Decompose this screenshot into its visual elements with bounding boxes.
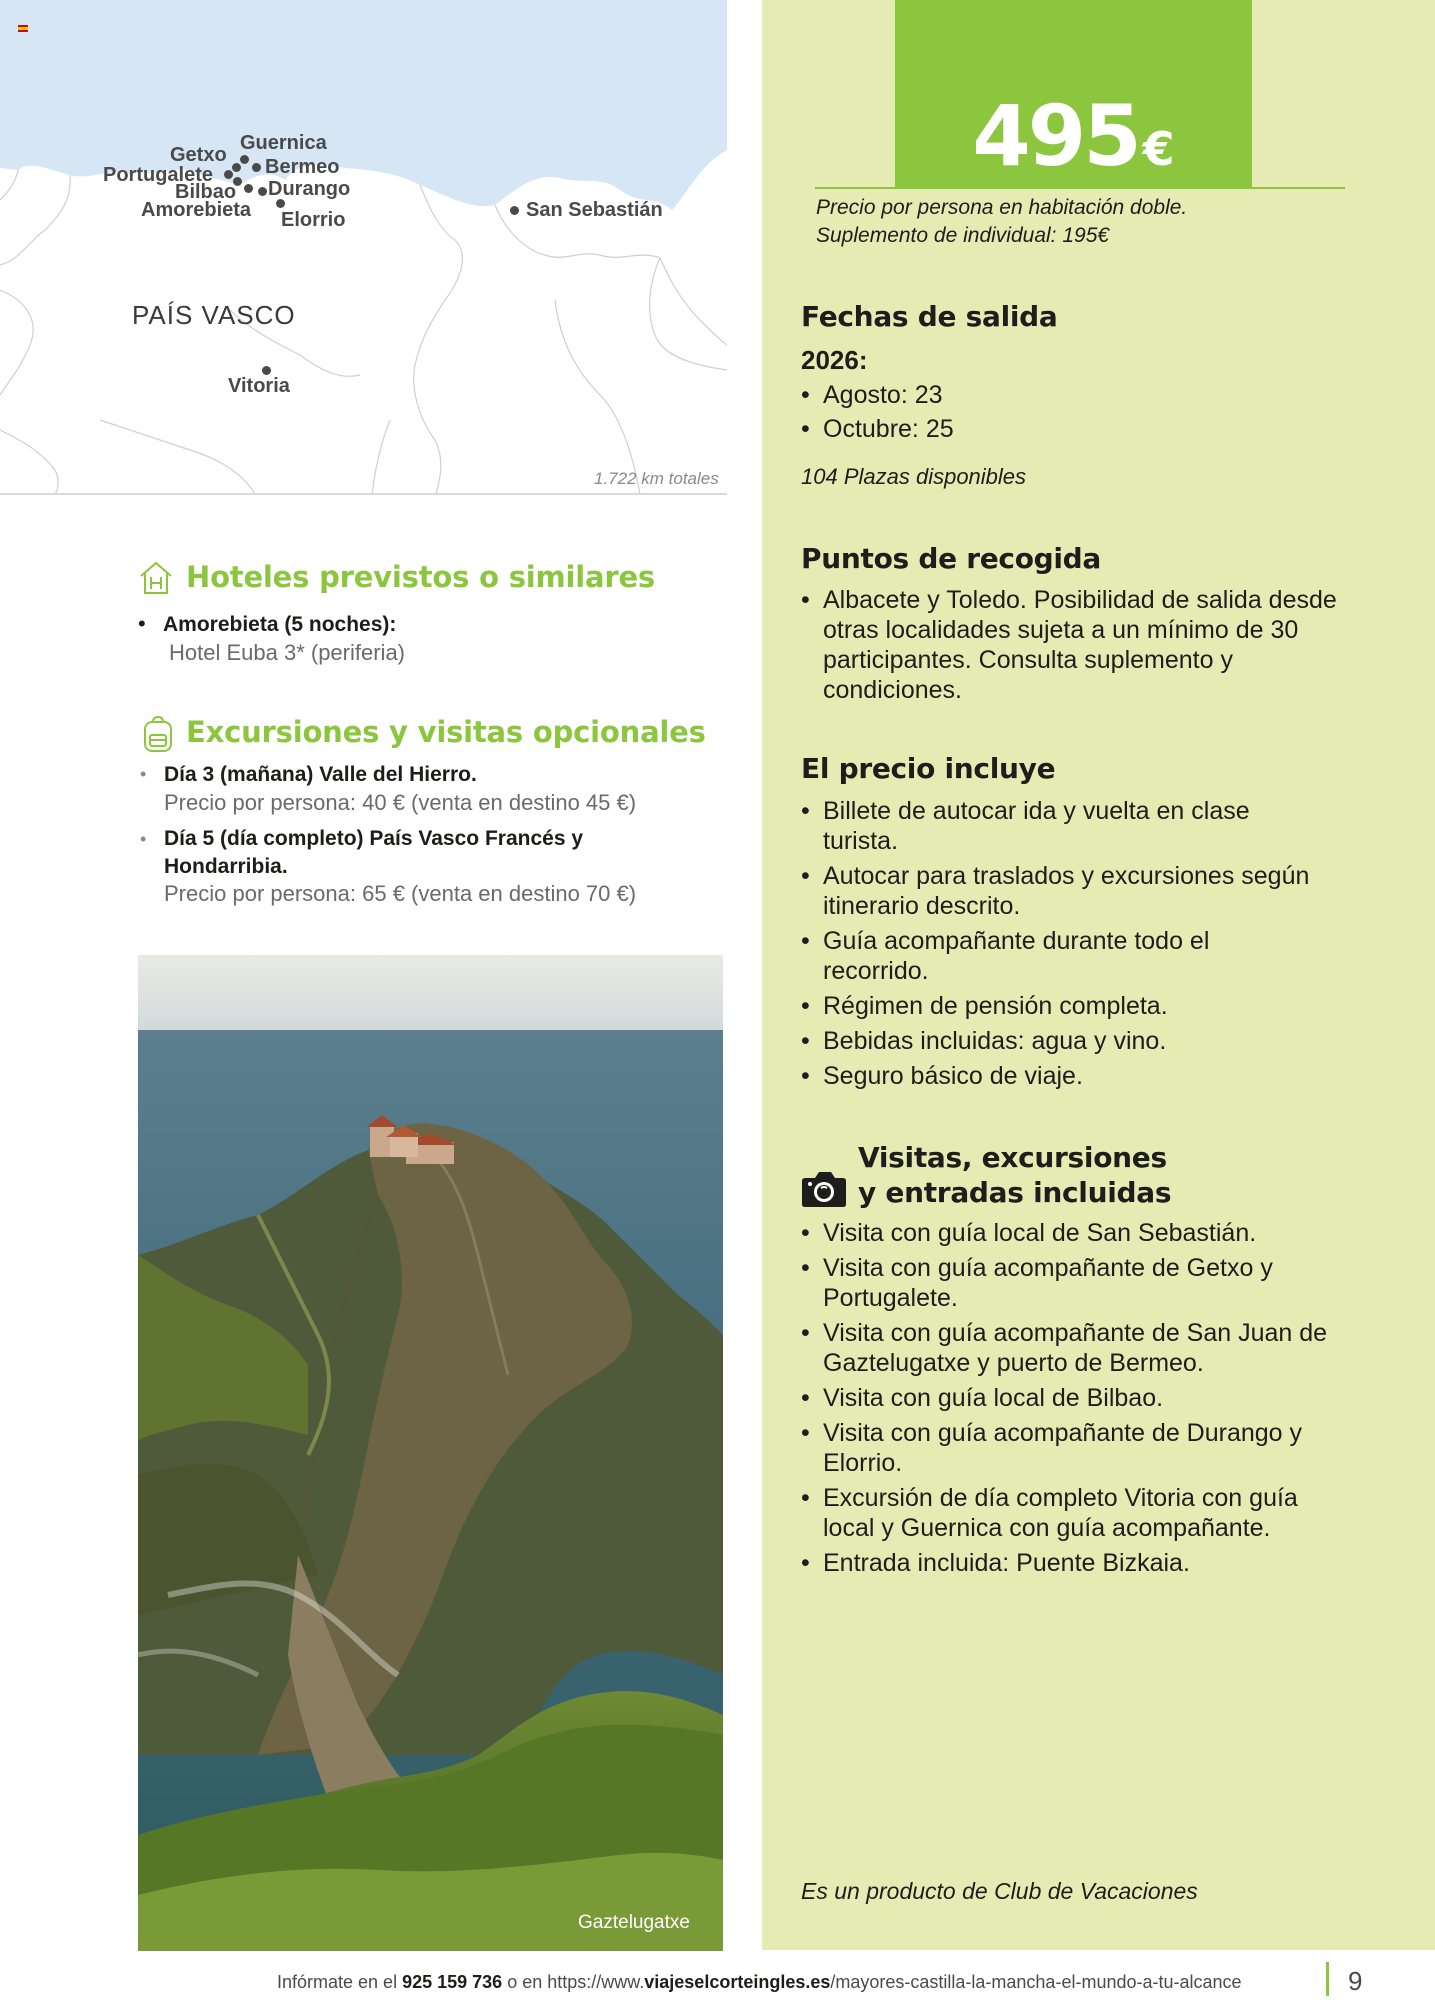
- visit-item: • Entrada incluida: Puente Bizkaia.: [801, 1548, 1346, 1578]
- city-label-vitoria: Vitoria: [228, 375, 290, 397]
- total-distance: 1.722 km totales: [594, 469, 719, 488]
- footer-domain[interactable]: viajeselcorteingles.es: [644, 1972, 831, 1992]
- gaztelugatxe-photo: [138, 955, 723, 1951]
- map-divider: [0, 493, 727, 495]
- price-amount: 495: [972, 87, 1139, 185]
- excursion-title: Día 3 (mañana) Valle del Hierro.: [164, 763, 477, 786]
- city-label-guernica: Guernica: [240, 132, 327, 154]
- visits-title-line-1: Visitas, excursiones: [858, 1141, 1167, 1174]
- footer-phone[interactable]: 925 159 736: [402, 1972, 503, 1992]
- region-label: PAÍS VASCO: [132, 300, 296, 330]
- city-label-bermeo: Bermeo: [265, 156, 340, 178]
- included-item: • Billete de autocar ida y vuelta en clase turista.: [801, 796, 1321, 856]
- footer-prefix: Infórmate en el: [277, 1972, 403, 1992]
- city-label-portugalete: Portugalete: [103, 164, 214, 186]
- page-number: 9: [1348, 1966, 1363, 1996]
- excursion-title-continued: Hondarribia.: [164, 855, 288, 878]
- dot-guernica: [240, 155, 249, 164]
- price-underline: [815, 187, 1345, 189]
- seats-available: 104 Plazas disponibles: [801, 464, 1027, 489]
- visits-list: [801, 1218, 1346, 1583]
- backpack-icon: [142, 715, 174, 753]
- photo-caption: Gaztelugatxe: [578, 1912, 690, 1933]
- price-note-line-1: Precio por persona en habitación doble.: [816, 196, 1188, 219]
- excursion-price: Precio por persona: 65 € (venta en destino 70 €): [164, 881, 637, 906]
- visits-title-line-2: y entradas incluidas: [858, 1176, 1172, 1209]
- included-item: • Guía acompañante durante todo el recorrido.: [801, 926, 1321, 986]
- visit-item: • Visita con guía acompañante de Getxo y Portugalete.: [801, 1253, 1346, 1313]
- footer-middle: o en https://www.: [502, 1972, 645, 1992]
- dot-portugalete: [224, 170, 233, 179]
- city-label-getxo: Getxo: [170, 144, 227, 166]
- map-graphic: [0, 0, 727, 494]
- dot-durango: [258, 187, 267, 196]
- price-value: [895, 87, 1252, 185]
- hotels-title: Hoteles previstos o similares: [186, 560, 655, 594]
- visit-item: • Visita con guía acompañante de San Juan de Gaztelugatxe y puerto de Bermeo.: [801, 1318, 1346, 1378]
- footer-divider: [1326, 1962, 1329, 1996]
- excursion-bullet: •: [140, 764, 147, 784]
- visits-title: [858, 1140, 1171, 1210]
- flag-icon: [18, 19, 28, 26]
- pickup-list: [801, 585, 1361, 710]
- excursion-bullet: •: [140, 829, 147, 849]
- pickup-item: • Albacete y Toledo. Posibilidad de salida desde otras localidades sujeta a un mínimo de 30 participantes. Consulta suplemento y condiciones.: [801, 585, 1361, 705]
- route-map: [0, 0, 727, 494]
- price-currency: €: [1142, 122, 1175, 176]
- included-item: • Seguro básico de viaje.: [801, 1061, 1321, 1091]
- product-note: Es un producto de Club de Vacaciones: [801, 1878, 1198, 1904]
- visit-item: • Visita con guía acompañante de Durango y Elorrio.: [801, 1418, 1346, 1478]
- hotel-place: Amorebieta (5 noches):: [163, 613, 397, 636]
- footer-path[interactable]: /mayores-castilla-la-mancha-el-mundo-a-tu-alcance: [830, 1972, 1242, 1992]
- pickup-title: Puntos de recogida: [801, 542, 1102, 575]
- photo-illustration: [138, 955, 723, 1951]
- departures-list: [801, 380, 954, 449]
- included-item: • Autocar para traslados y excursiones según itinerario descrito.: [801, 861, 1321, 921]
- city-label-bilbao: Bilbao: [175, 181, 237, 203]
- departures-year: 2026:: [801, 345, 868, 375]
- hotel-icon: [138, 560, 174, 596]
- price-note-line-2: Suplemento de individual: 195€: [816, 224, 1110, 247]
- hotel-name: Hotel Euba 3* (periferia): [169, 640, 406, 665]
- dot-bilbao: [244, 184, 253, 193]
- excursion-price: Precio por persona: 40 € (venta en destino 45 €): [164, 790, 637, 815]
- camera-icon: [801, 1168, 847, 1208]
- departure-date: • Octubre: 25: [801, 414, 954, 444]
- city-label-durango: Durango: [268, 178, 351, 200]
- hotel-bullet: •: [138, 611, 146, 636]
- departure-date: • Agosto: 23: [801, 380, 954, 410]
- visit-item: • Visita con guía local de Bilbao.: [801, 1383, 1346, 1413]
- dot-vitoria: [262, 366, 271, 375]
- city-label-san-sebastian: San Sebastián: [526, 199, 663, 221]
- price-badge: [895, 0, 1252, 188]
- dot-san-sebastian: [510, 206, 519, 215]
- city-label-amorebieta: Amorebieta: [141, 199, 252, 221]
- departures-title: Fechas de salida: [801, 300, 1058, 333]
- city-label-elorrio: Elorrio: [281, 209, 346, 231]
- included-item: • Régimen de pensión completa.: [801, 991, 1321, 1021]
- visit-item: • Visita con guía local de San Sebastián.: [801, 1218, 1346, 1248]
- included-title: El precio incluye: [801, 752, 1056, 785]
- visit-item: • Excursión de día completo Vitoria con guía local y Guernica con guía acompañante.: [801, 1483, 1346, 1543]
- dot-getxo: [232, 163, 241, 172]
- footer-contact: [277, 1972, 1242, 1993]
- included-item: • Bebidas incluidas: agua y vino.: [801, 1026, 1321, 1056]
- price-note: [816, 194, 1187, 250]
- included-list: [801, 796, 1321, 1096]
- excursions-title: Excursiones y visitas opcionales: [186, 715, 706, 749]
- dot-bermeo: [252, 163, 261, 172]
- excursion-title: Día 5 (día completo) País Vasco Francés y: [164, 827, 584, 850]
